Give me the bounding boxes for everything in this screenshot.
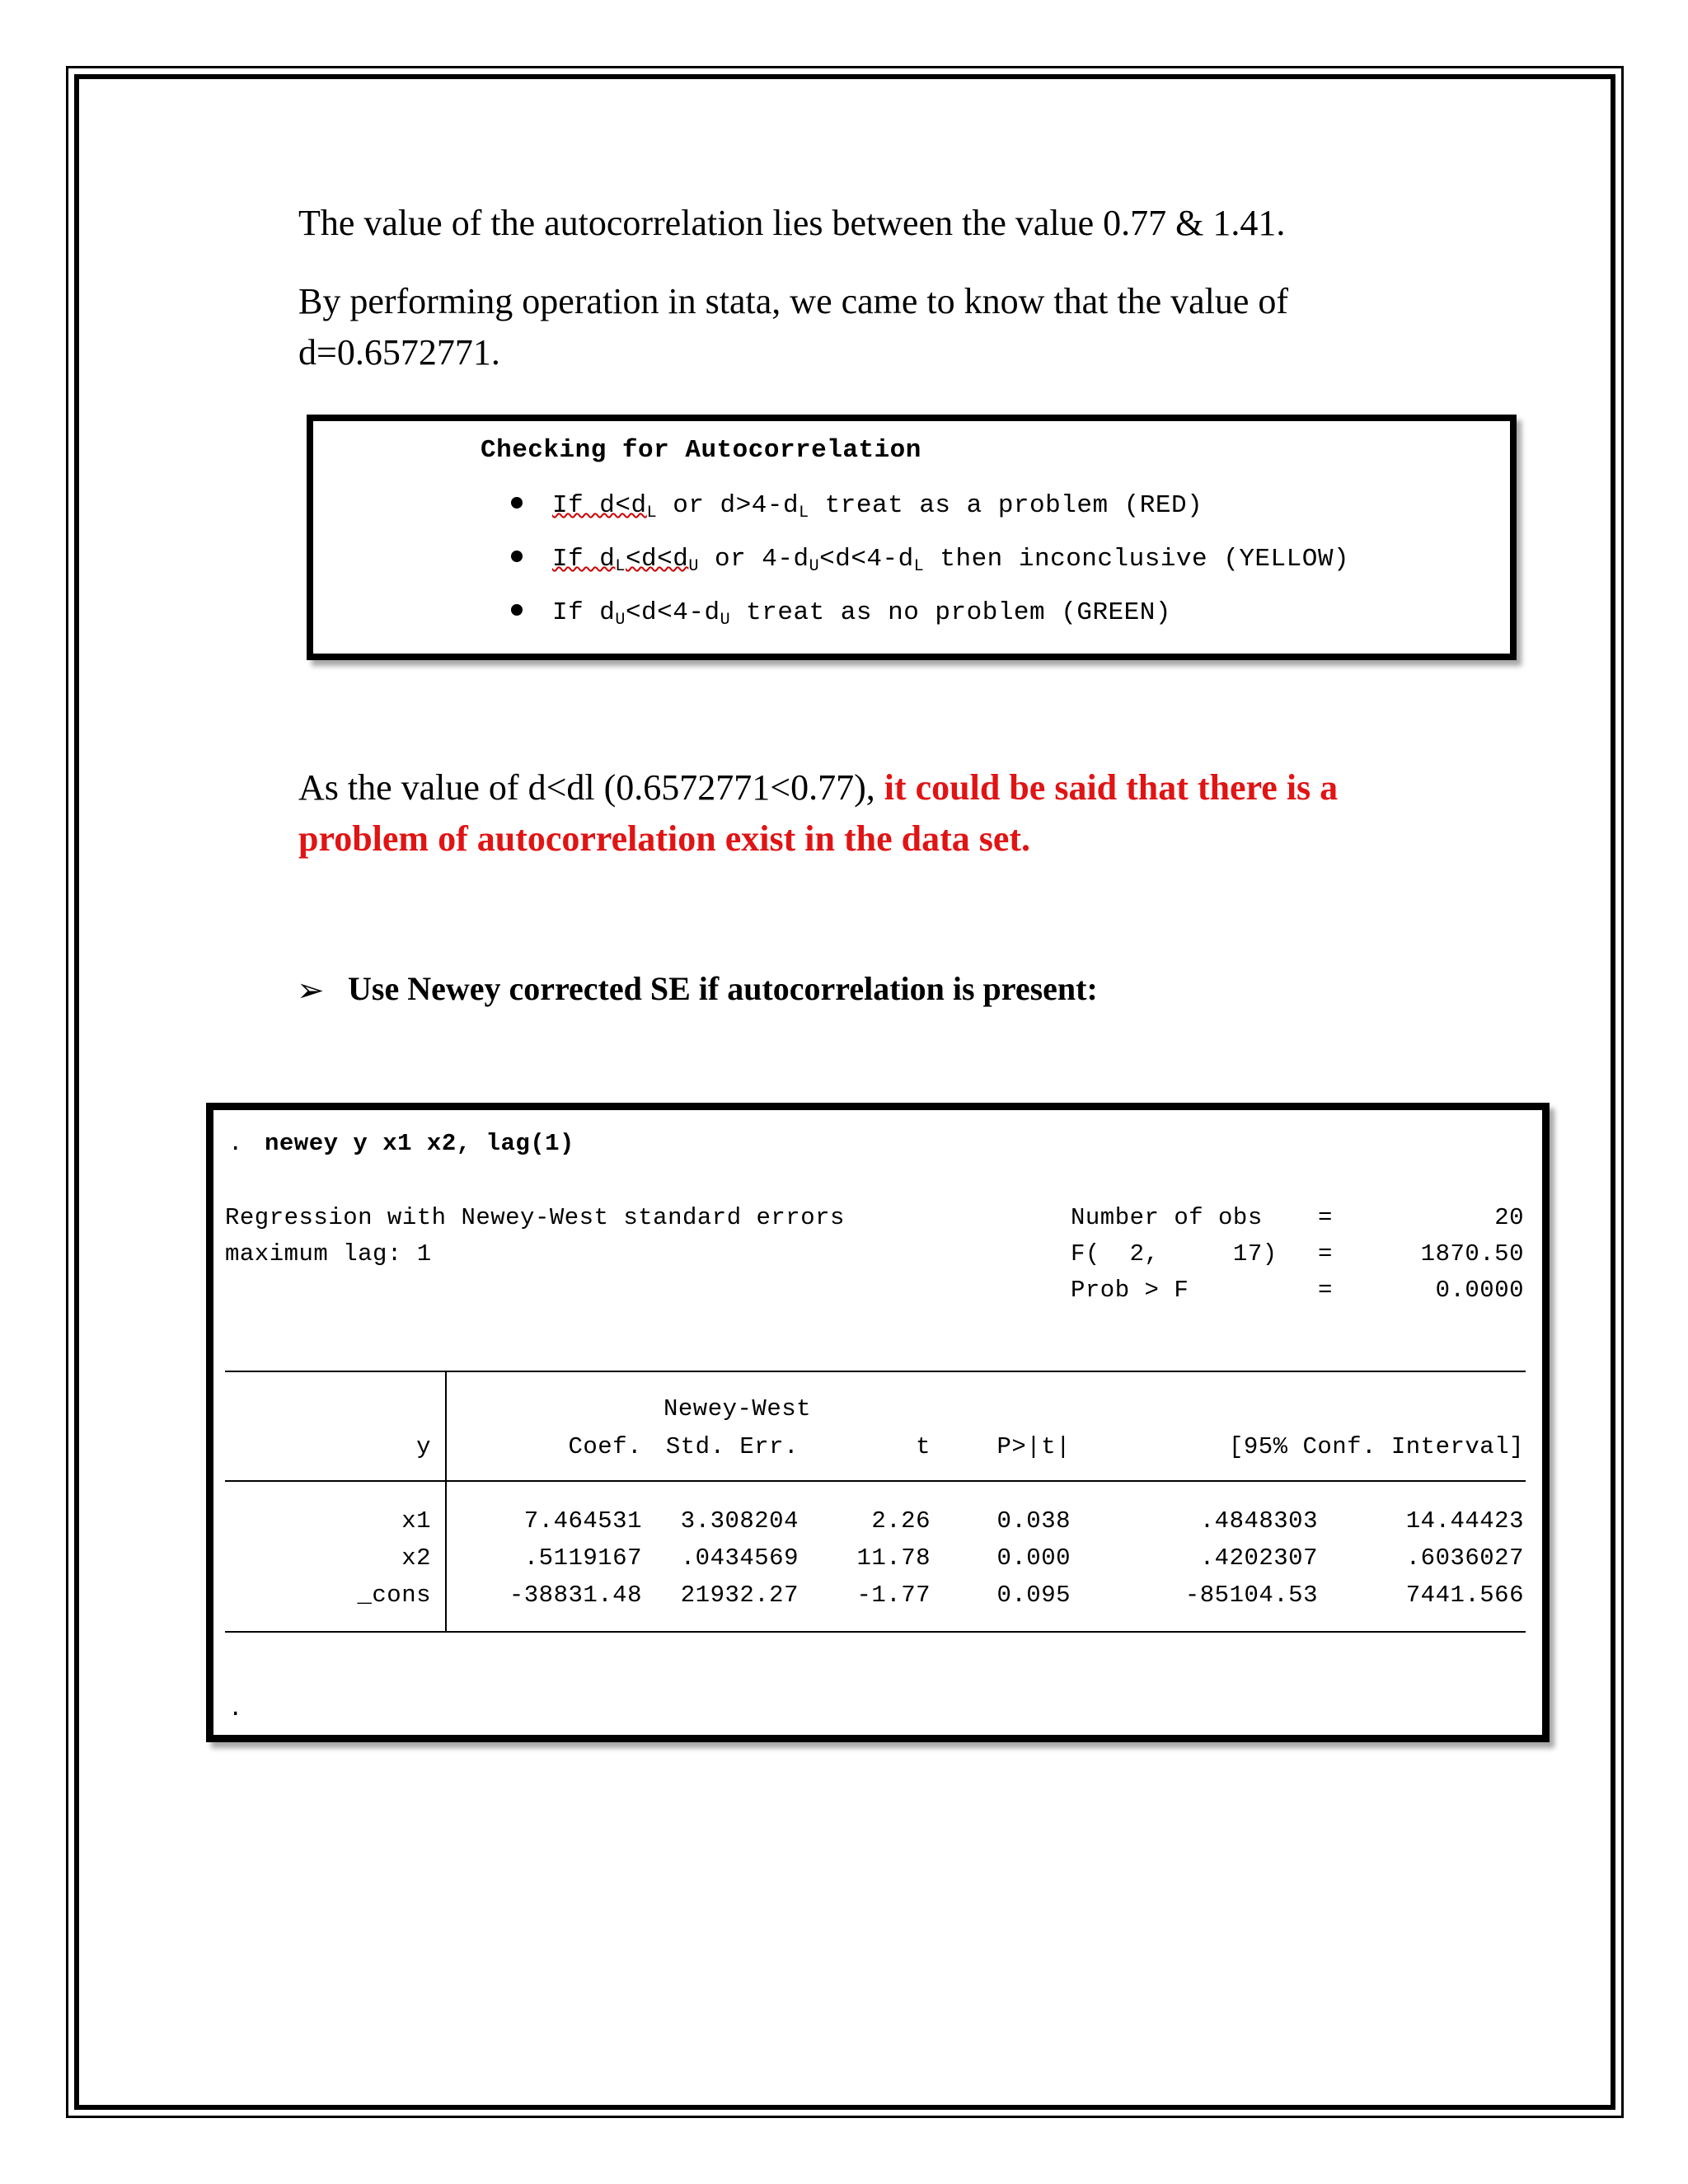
- page-border-inner: [74, 74, 1615, 2110]
- conclusion-plain: As the value of d<dl (0.6572771<0.77),: [298, 767, 884, 808]
- bullet-dot-icon: [511, 604, 523, 616]
- table-header-rule: [225, 1480, 1526, 1482]
- table-top-rule: [225, 1371, 1526, 1372]
- row-ci-high: .6036027: [1405, 1544, 1524, 1572]
- row-p: 0.038: [996, 1507, 1071, 1535]
- conclusion-highlight-line1: it could be said that there is a: [884, 767, 1339, 808]
- header-depvar: y: [416, 1433, 431, 1460]
- row-ci-low: -85104.53: [1184, 1582, 1318, 1609]
- header-se: Std. Err.: [665, 1433, 799, 1460]
- rule-red: If $d<d_L$ or $d>4-d_L$ treat as a problem (RED): [511, 491, 1203, 523]
- rule-green: If $d_U<d<4-d_U$ treat as no problem (GREEN): [511, 598, 1171, 630]
- header-se-top: Newey-West: [663, 1395, 812, 1422]
- header-p: P>|t|: [996, 1433, 1071, 1460]
- stat-eq: =: [1318, 1204, 1333, 1231]
- arrow-bullet-icon: ➢: [297, 972, 325, 1009]
- header-ci: [95% Conf. Interval]: [1228, 1433, 1524, 1460]
- paragraph-conclusion: [298, 762, 1469, 865]
- stata-output-box: [206, 1103, 1550, 1742]
- row-t: 2.26: [871, 1507, 931, 1535]
- autocorrelation-rules-box: [307, 415, 1517, 660]
- paragraph-d-value-line1: By performing operation in stata, we came to know that the value of: [298, 281, 1289, 321]
- row-t: 11.78: [856, 1544, 931, 1572]
- row-ci-high: 14.44423: [1405, 1507, 1524, 1535]
- rules-title: Checking for Autocorrelation: [481, 436, 921, 465]
- paragraph-d-value-line2: d=0.6572771.: [298, 332, 500, 373]
- stat-value-obs: 20: [1494, 1204, 1524, 1231]
- bullet-dot-icon: [511, 497, 523, 509]
- newey-instruction: Use Newey corrected SE if autocorrelation is present:: [348, 970, 1098, 1007]
- row-var: x2: [401, 1544, 431, 1572]
- conclusion-highlight-line2: problem of autocorrelation exist in the data set.: [298, 818, 1031, 859]
- maximum-lag: maximum lag: 1: [225, 1240, 432, 1268]
- header-coef: Coef.: [568, 1433, 642, 1460]
- row-t: -1.77: [856, 1582, 931, 1609]
- bullet-dot-icon: [511, 551, 523, 562]
- row-ci-high: 7441.566: [1405, 1582, 1524, 1609]
- row-ci-low: .4848303: [1199, 1507, 1318, 1535]
- row-se: 3.308204: [680, 1507, 799, 1535]
- row-coef: 7.464531: [523, 1507, 642, 1535]
- regression-title: Regression with Newey-West standard errors: [225, 1204, 845, 1231]
- stat-value-f: 1870.50: [1420, 1240, 1524, 1268]
- paragraph-d-value: [298, 276, 1469, 378]
- stata-prompt: .: [228, 1695, 243, 1722]
- stat-value-prob: 0.0000: [1435, 1277, 1524, 1304]
- stat-label-prob: Prob > F: [1071, 1277, 1189, 1304]
- command-prompt: .: [228, 1130, 243, 1157]
- row-var: _cons: [357, 1582, 431, 1609]
- paragraph-autocorrelation-range: The value of the autocorrelation lies between the value 0.77 & 1.41.: [298, 203, 1286, 243]
- stat-eq: =: [1318, 1277, 1333, 1304]
- row-se: .0434569: [680, 1544, 799, 1572]
- stata-command: newey y x1 x2, lag(1): [265, 1130, 574, 1157]
- row-p: 0.000: [996, 1544, 1071, 1572]
- row-ci-low: .4202307: [1199, 1544, 1318, 1572]
- header-t: t: [916, 1433, 931, 1460]
- table-column-divider: [445, 1371, 447, 1632]
- rule-yellow: If $d_L<d<d_U$ or $4-d_U<d<4-d_L$ then inconclusive (YELLOW): [511, 545, 1349, 576]
- table-bottom-rule: [225, 1631, 1526, 1633]
- row-coef: .5119167: [523, 1544, 642, 1572]
- row-var: x1: [401, 1507, 431, 1535]
- row-coef: -38831.48: [509, 1582, 642, 1609]
- stat-label-f: F( 2, 17): [1071, 1240, 1278, 1268]
- row-se: 21932.27: [680, 1582, 799, 1609]
- row-p: 0.095: [996, 1582, 1071, 1609]
- stat-label-obs: Number of obs: [1071, 1204, 1263, 1231]
- stat-eq: =: [1318, 1240, 1333, 1268]
